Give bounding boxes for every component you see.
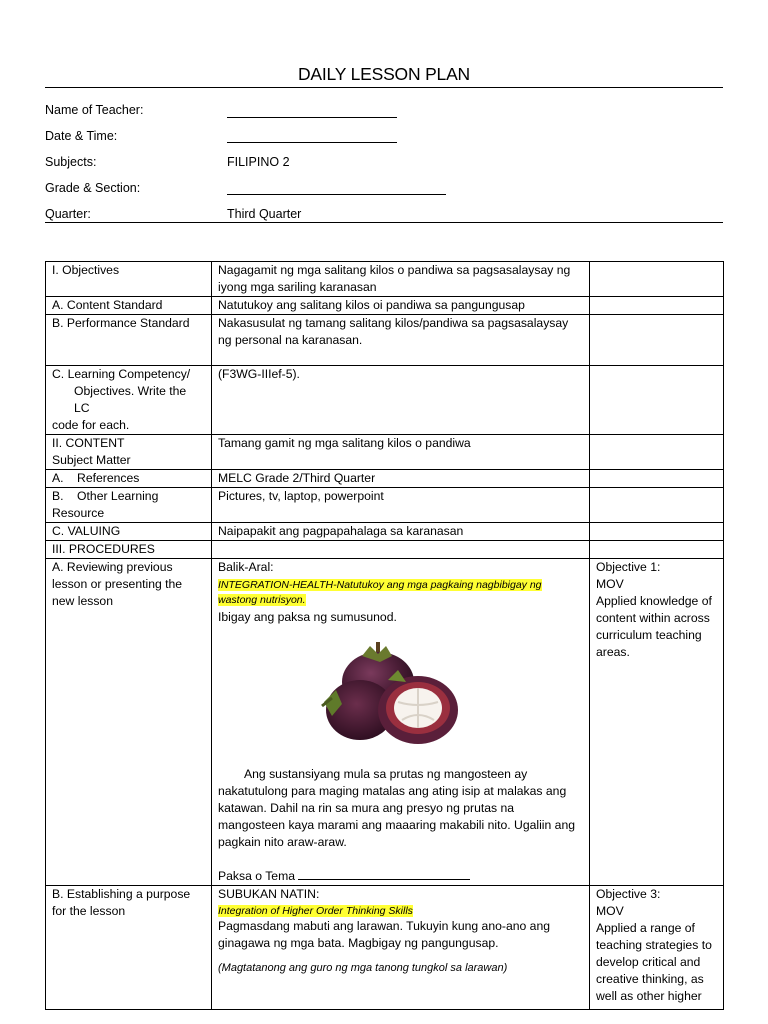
- performance-standard-text: Nakasusulat ng tamang salitang kilos/pandiwa sa pagsasalaysay ng personal na karanasan.: [212, 315, 590, 366]
- table-row: [46, 559, 724, 886]
- objective3-mov: MOV: [596, 904, 624, 918]
- performance-standard-notes: [590, 315, 724, 366]
- subjects-value: FILIPINO 2: [227, 155, 290, 169]
- competency-notes: [590, 366, 724, 435]
- reviewing-label: A. Reviewing previous lesson or presenting the new lesson: [46, 559, 212, 886]
- paksa-label: Paksa o Tema: [218, 869, 296, 883]
- reviewing-objective: [590, 559, 724, 886]
- hots-integration-highlight: Integration of Higher Order Thinking Skills: [218, 905, 413, 917]
- establishing-label: B. Establishing a purpose for the lesson: [46, 886, 212, 1010]
- content-standard-notes: [590, 297, 724, 315]
- table-row: [46, 523, 724, 541]
- objective3-title: Objective 3:: [596, 887, 661, 901]
- teacher-blank[interactable]: [227, 117, 397, 118]
- objective3-text: Applied a range of teaching strategies to develop critical and creative thinking, as well as other higher: [596, 921, 712, 1003]
- table-row: [46, 262, 724, 297]
- establishing-highlight-block: [218, 903, 583, 918]
- references-label: A. References: [46, 470, 212, 488]
- grade-label: Grade & Section:: [45, 181, 141, 195]
- content-standard-text: Natutukoy ang salitang kilos oi pandiwa sa pangungusap: [212, 297, 590, 315]
- content-label: [46, 435, 212, 470]
- table-row: [46, 315, 724, 366]
- table-row: [46, 886, 724, 1010]
- competency-label-line3: code for each.: [52, 418, 130, 432]
- teacher-label: Name of Teacher:: [45, 103, 144, 117]
- mangosteen-icon: [318, 640, 468, 750]
- references-notes: [590, 470, 724, 488]
- quarter-label: Quarter:: [45, 207, 91, 221]
- objectives-notes: [590, 262, 724, 297]
- objective1-text: Applied knowledge of content within across curriculum teaching areas.: [596, 594, 712, 659]
- reviewing-instruction: Ibigay ang paksa ng sumusunod.: [218, 610, 397, 624]
- other-resources-text: Pictures, tv, laptop, powerpoint: [212, 488, 590, 523]
- paksa-blank[interactable]: [298, 867, 470, 880]
- content-notes: [590, 435, 724, 470]
- other-resources-notes: [590, 488, 724, 523]
- establishing-objective: [590, 886, 724, 1010]
- content-standard-label: A. Content Standard: [46, 297, 212, 315]
- paksa-line: [218, 867, 583, 885]
- establishing-instruction: Pagmasdang mabuti ang larawan. Tukuyin kung ano-ano ang ginagawa ng mga bata. Magbigay ng pangungusap.: [218, 919, 550, 950]
- other-resources-label: [46, 488, 212, 523]
- reviewing-highlight-block: [218, 577, 583, 607]
- table-row: [46, 541, 724, 559]
- other-resources-label-line2: Resource: [52, 506, 105, 520]
- table-row: [46, 435, 724, 470]
- mangosteen-image: [218, 626, 583, 766]
- table-row: [46, 488, 724, 523]
- competency-label: [46, 366, 212, 435]
- table-row: [46, 366, 724, 435]
- page-title: DAILY LESSON PLAN: [297, 64, 470, 84]
- reviewing-heading: Balik-Aral:: [218, 560, 274, 574]
- content-text: Tamang gamit ng mga salitang kilos o pandiwa: [212, 435, 590, 470]
- quarter-value: Third Quarter: [227, 207, 302, 221]
- grade-blank[interactable]: [227, 194, 446, 195]
- lesson-plan-table: [45, 261, 724, 1010]
- objective1-mov: MOV: [596, 577, 624, 591]
- table-row: [46, 470, 724, 488]
- objectives-label: I. Objectives: [46, 262, 212, 297]
- references-text: MELC Grade 2/Third Quarter: [212, 470, 590, 488]
- procedures-notes: [590, 541, 724, 559]
- competency-label-line1: C. Learning Competency/: [52, 367, 191, 381]
- reviewing-content: [212, 559, 590, 886]
- procedures-label: III. PROCEDURES: [46, 541, 212, 559]
- procedures-text: [212, 541, 590, 559]
- datetime-label: Date & Time:: [45, 129, 118, 143]
- datetime-blank[interactable]: [227, 142, 397, 143]
- valuing-text: Naipapakit ang pagpapahalaga sa karanasan: [212, 523, 590, 541]
- content-label-line1: II. CONTENT: [52, 436, 125, 450]
- competency-label-line2: Objectives. Write the LC: [74, 384, 187, 415]
- table-row: [46, 297, 724, 315]
- title-rule: [45, 87, 723, 88]
- objectives-text: Nagagamit ng mga salitang kilos o pandiwa sa pagsasalaysay ng iyong mga sariling karanasan: [212, 262, 590, 297]
- objective1-title: Objective 1:: [596, 560, 661, 574]
- establishing-heading: SUBUKAN NATIN:: [218, 887, 320, 901]
- health-integration-highlight: INTEGRATION-HEALTH-Natutukoy ang mga pagkaing nagbibigay ng wastong nutrisyon.: [218, 579, 542, 606]
- content-label-line2: Subject Matter: [52, 453, 131, 467]
- valuing-label: C. VALUING: [46, 523, 212, 541]
- subjects-label: Subjects:: [45, 155, 97, 169]
- valuing-notes: [590, 523, 724, 541]
- header-rule: [45, 222, 723, 223]
- establishing-content: [212, 886, 590, 1010]
- performance-standard-label: B. Performance Standard: [46, 315, 212, 366]
- mangosteen-paragraph: Ang sustansiyang mula sa prutas ng mangosteen ay nakatutulong para maging matalas ang ating isip at malakas ang katawan. Dahil na rin sa mura ang presyo ng prutas na mangosteen kaya marami ang maaaring makabili nito. Ugaliin ang pagkain nito araw-araw.: [218, 767, 576, 849]
- competency-text: (F3WG-IIIef-5).: [212, 366, 590, 435]
- establishing-note: (Magtatanong ang guro ng mga tanong tungkol sa larawan): [218, 962, 508, 974]
- other-resources-label-line1: B. Other Learning: [52, 489, 159, 503]
